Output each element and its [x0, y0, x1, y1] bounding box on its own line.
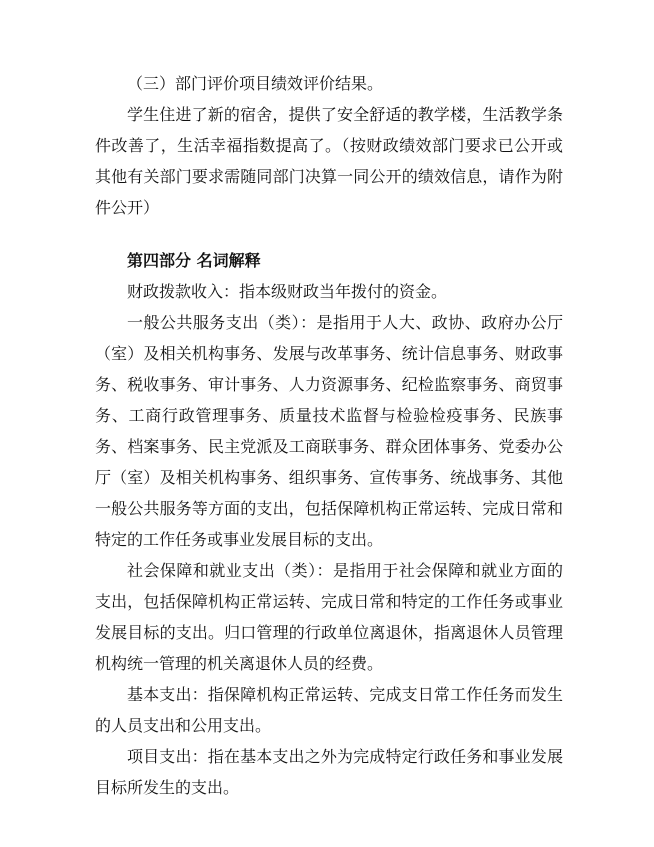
- paragraph-project-expenditure: 项目支出：指在基本支出之外为完成特定行政任务和事业发展目标所发生的支出。: [95, 747, 563, 797]
- section-heading-part-four: 第四部分 名词解释: [127, 251, 261, 270]
- paragraph-fiscal-appropriation-income: 财政拨款收入：指本级财政当年拨付的资金。: [127, 282, 448, 301]
- document-content: [95, 68, 563, 803]
- paragraph-evaluation-result-heading: （三）部门评价项目绩效评价结果。: [127, 74, 384, 93]
- paragraph-general-public-services: 一般公共服务支出（类）：是指用于人大、政协、政府办公厅（室）及相关机构事务、发展与改革事务、统计信息事务、财政事务、税收事务、审计事务、人力资源事务、纪检监察事务、商贸事务、工商行政管理事务、质量技术监督与检验检疫事务、民族事务、档案事务、民主党派及工商联事务、群众团体事务、党委办公厅（室）及相关机构事务、组织事务、宣传事务、统战事务、其他一般公共服务等方面的支出，包括保障机构正常运转、完成日常和特定的工作任务或事业发展目标的支出。: [95, 313, 563, 549]
- paragraph-evaluation-result-description: 学生住进了新的宿舍，提供了安全舒适的教学楼，生活教学条件改善了，生活幸福指数提高了。（按财政绩效部门要求已公开或其他有关部门要求需随同部门决算一同公开的绩效信息，请作为附件公开）: [95, 105, 563, 217]
- paragraph-social-security-employment: 社会保障和就业支出（类）：是指用于社会保障和就业方面的支出，包括保障机构正常运转、完成日常和特定的工作任务或事业发展目标的支出。归口管理的行政单位离退休，指离退休人员管理机构统一管理的机关离退休人员的经费。: [95, 561, 563, 673]
- paragraph-basic-expenditure: 基本支出：指保障机构正常运转、完成支日常工作任务而发生的人员支出和公用支出。: [95, 685, 563, 735]
